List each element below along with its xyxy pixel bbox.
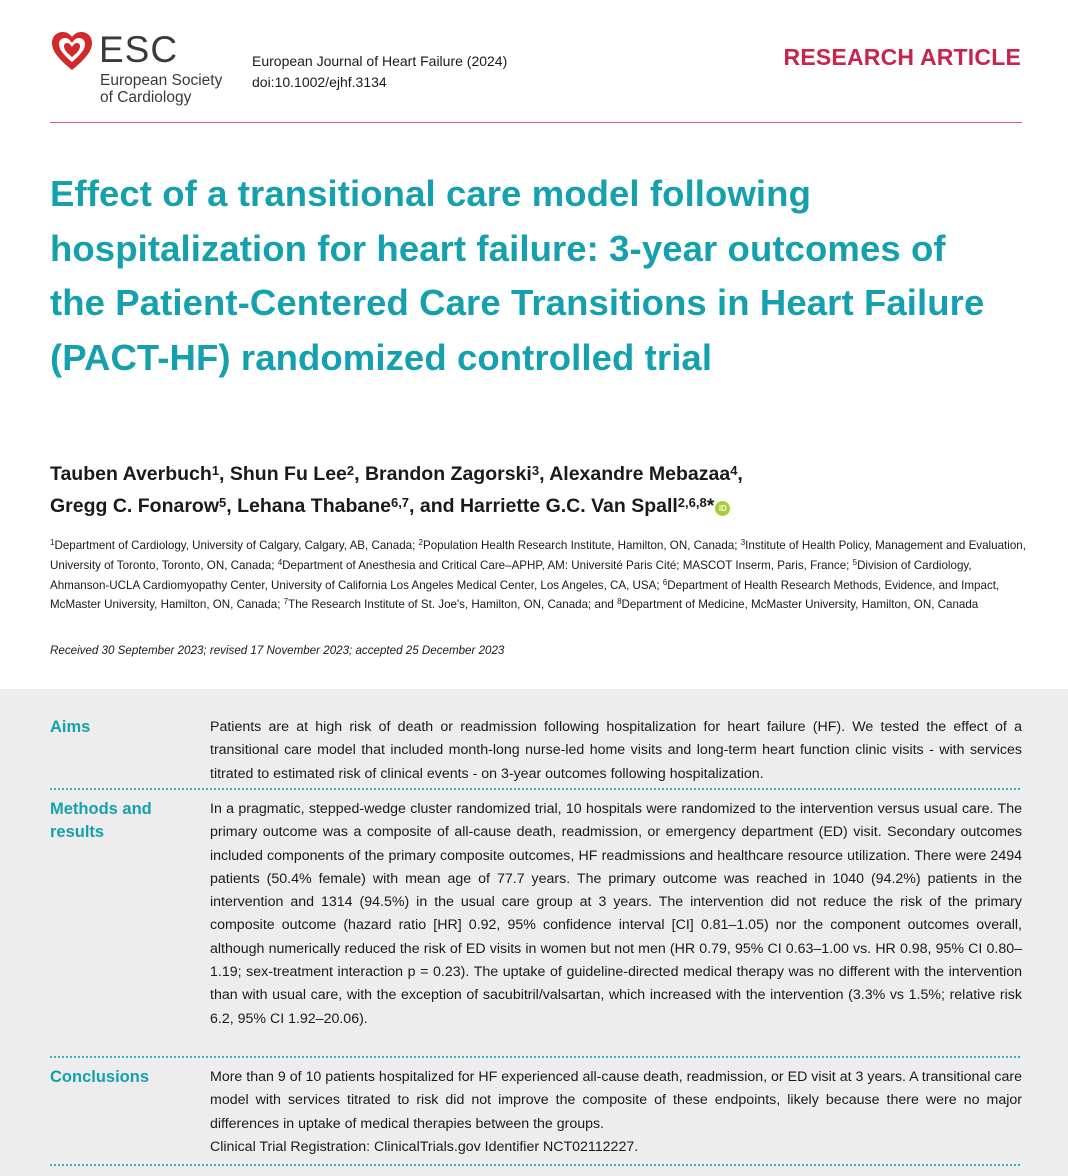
author-affiliation-ref: 3 [531, 463, 540, 478]
author-affiliation-ref: 2,6,8 [677, 495, 707, 510]
received-dates: Received 30 September 2023; revised 17 November 2023; accepted 25 December 2023 [50, 644, 505, 657]
section-divider [50, 1056, 1020, 1058]
affiliation: The Research Institute of St. Joe's, Hamilton, ON, Canada; and [288, 598, 618, 612]
affiliation-number: 8 [617, 597, 622, 607]
section-label-aims: Aims [50, 718, 91, 736]
header-divider [50, 122, 1022, 123]
affiliation-number: 5 [852, 557, 858, 567]
author-affiliation-ref: 6,7 [390, 495, 410, 510]
author-separator: , [226, 495, 238, 517]
journal-citation [252, 51, 507, 93]
section-text-conclusions [210, 1066, 1022, 1159]
section-label-methods: Methods and results [50, 800, 152, 841]
author-name[interactable]: Brandon Zagorski [364, 463, 532, 485]
affiliation: Institute of Health Policy, Management and Evaluation, University of Toronto, Toronto, ON, Canada; [50, 539, 1026, 572]
author-separator: , [219, 463, 230, 485]
orcid-icon[interactable]: iD [715, 501, 730, 516]
section-label-conclusions: Conclusions [50, 1068, 150, 1086]
author-affiliation-ref: 5 [219, 495, 227, 510]
doi-link[interactable]: doi:10.1002/ejhf.3134 [252, 74, 387, 90]
esc-logo [50, 26, 230, 108]
logo-organization [100, 72, 222, 106]
trial-registration: Clinical Trial Registration: ClinicalTrials.gov Identifier NCT02112227. [210, 1138, 639, 1155]
author-name[interactable]: Tauben Averbuch [50, 463, 212, 485]
author-affiliation-ref: 1 [211, 463, 220, 478]
author-name[interactable]: Lehana Thabane [237, 495, 391, 517]
author-affiliation-ref: 4 [730, 463, 738, 478]
author-separator: , [539, 463, 550, 485]
author-separator: , [737, 463, 743, 485]
author-name[interactable]: Gregg C. Fonarow [50, 495, 220, 517]
affiliation: Population Health Research Institute, Hamilton, ON, Canada; [422, 539, 741, 552]
author-name[interactable]: Alexandre Mebazaa [549, 463, 731, 485]
journal-name: European Journal of Heart Failure (2024) [252, 53, 508, 69]
structured-abstract [0, 689, 1068, 1176]
corresponding-author-mark: * [706, 495, 715, 517]
affiliation-number: 4 [277, 557, 283, 567]
affiliation-number: 1 [50, 538, 55, 547]
affiliation: Department of Health Research Methods, Evidence, and Impact, McMaster University, Hamilton, ON, Canada; [50, 578, 1000, 612]
article-title: Effect of a transitional care model following hospitalization for heart failure: 3-year outcomes of the Patient-Centered Care Transitions in Heart Failure (PACT-HF) randomized controlled trial [50, 173, 985, 378]
affiliation-number: 7 [283, 597, 289, 607]
section-text-methods: In a pragmatic, stepped-wedge cluster randomized trial, 10 hospitals were randomized to the intervention versus usual care. The primary outcome was a composite of all-cause death, readmission, or emergency department (ED) visit. Secondary outcomes included components of the primary composite outcomes, HF readmissions and healthcare resource utilization. There were 2494 patients (50.4% female) with mean age of 77.7 years. The primary outcome was reached in 1040 (94.2%) patients in the intervention and 1314 (94.5%) in the usual care group at 3 years. The intervention did not reduce the risk of the primary composite outcome (hazard ratio [HR] 0.92, 95% confidence interval [CI] 0.81–1.05) nor the component outcomes overall, although numerically reduced the risk of ED visits in women but not men (HR 0.79, 95% CI 0.63–1.00 vs. HR 0.98, 95% CI 0.80–1.19; sex-treatment interaction p = 0.23). The uptake of guideline-directed medical therapy was no different with the intervention than with usual care, with the exception of sacubitril/valsartan, which increased with the intervention (3.3% vs 1.5%; relative risk 6.2, 95% CI 1.92–20.06). [210, 801, 1022, 1027]
section-text-aims: Patients are at high risk of death or readmission following hospitalization for heart failure (HF). We tested the effect of a transitional care model that included month-long nurse-led home visits and long-term heart function clinic visits - with services titrated to estimated risk of clinical events - on 3-year outcomes following hospitalization. [210, 719, 1022, 782]
affiliation-number: 6 [662, 577, 668, 587]
logo-org-line: of Cardiology [100, 89, 192, 106]
affiliations [50, 536, 1030, 615]
section-divider [50, 1164, 1020, 1166]
affiliation: Department of Cardiology, University of Calgary, Calgary, AB, Canada; [54, 539, 419, 552]
affiliation-number: 2 [418, 538, 423, 547]
author-affiliation-ref: 2 [346, 463, 355, 478]
affiliation: Department of Medicine, McMaster University, Hamilton, ON, Canada [621, 598, 979, 612]
affiliation: Department of Anesthesia and Critical Care–APHP, AM: Université Paris Cité; MASCOT Inserm, Paris, France; [282, 558, 853, 572]
affiliation-number: 3 [740, 538, 746, 547]
section-divider [50, 788, 1020, 790]
heart-logo-icon [50, 30, 94, 72]
logo-wordmark: ESC [99, 29, 179, 70]
author-name[interactable]: Harriette G.C. Van Spall [459, 495, 678, 517]
article-type-label: RESEARCH ARTICLE [783, 44, 1021, 70]
affiliation: Division of Cardiology, Ahmanson-UCLA Cardiomyopathy Center, University of California Los Angeles Medical Center, Los Angeles, CA, USA; [50, 558, 972, 592]
logo-org-line: European Society [100, 72, 223, 89]
author-separator: , and [409, 495, 460, 517]
author-list [50, 458, 1030, 522]
author-name[interactable]: Shun Fu Lee [229, 463, 347, 485]
conclusions-paragraph: More than 9 of 10 patients hospitalized for HF experienced all-cause death, readmission, or ED visit at 3 years. A transitional care model with services titrated to risk did not improve the composite of these endpoints, likely because there were no major differences in uptake of medical therapies between the groups. [210, 1069, 1022, 1132]
author-separator: , [354, 463, 365, 485]
